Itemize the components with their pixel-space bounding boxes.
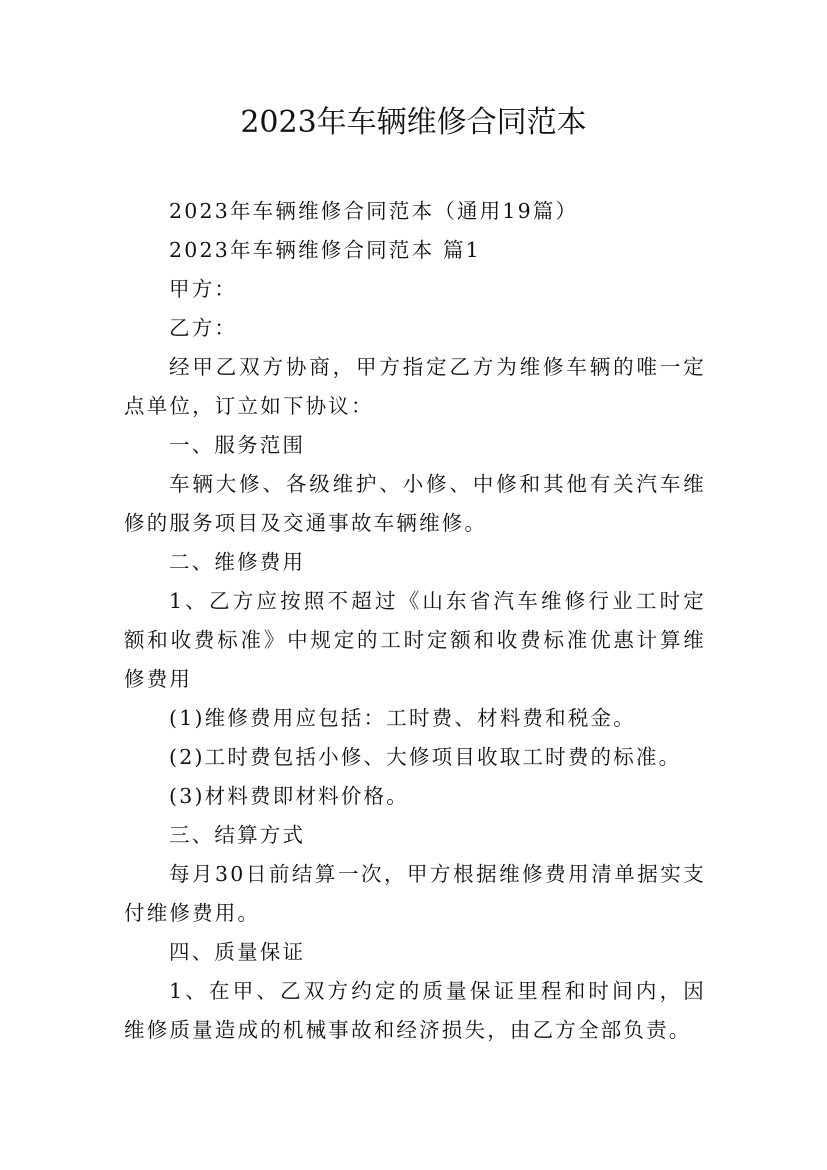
document-title: 2023年车辆维修合同范本 xyxy=(240,105,587,140)
paragraph-article-heading: 2023年车辆维修合同范本 篇1 xyxy=(169,238,481,262)
section-heading-service-scope: 一、服务范围 xyxy=(169,433,306,457)
paragraph-contract-collection-title: 2023年车辆维修合同范本（通用19篇） xyxy=(169,199,579,223)
paragraph-fee-item-1: (1)维修费用应包括：工时费、材料费和税金。 xyxy=(169,706,636,730)
paragraph-party-a: 甲方： xyxy=(169,277,238,301)
section-heading-repair-fees: 二、维修费用 xyxy=(169,550,306,574)
paragraph-service-scope: 车辆大修、各级维护、小修、中修和其他有关汽车维修的服务项目及交通事故车辆维修。 xyxy=(124,472,706,535)
section-heading-quality-guarantee: 四、质量保证 xyxy=(169,940,306,964)
paragraph-fee-standard: 1、乙方应按照不超过《山东省汽车维修行业工时定额和收费标准》中规定的工时定额和收费标准优惠计算维修费用 xyxy=(124,589,706,691)
paragraph-settlement: 每月30日前结算一次，甲方根据维修费用清单据实支付维修费用。 xyxy=(124,862,706,925)
paragraph-fee-item-2: (2)工时费包括小修、大修项目收取工时费的标准。 xyxy=(169,745,682,769)
section-heading-settlement: 三、结算方式 xyxy=(169,823,306,847)
paragraph-quality-guarantee: 1、在甲、乙双方约定的质量保证里程和时间内，因维修质量造成的机械事故和经济损失，由乙方全部负责。 xyxy=(124,979,706,1042)
paragraph-fee-item-3: (3)材料费即材料价格。 xyxy=(169,784,409,808)
paragraph-agreement-intro: 经甲乙双方协商，甲方指定乙方为维修车辆的唯一定点单位，订立如下协议： xyxy=(124,355,706,418)
paragraph-party-b: 乙方： xyxy=(169,316,238,340)
document-body xyxy=(124,192,706,1050)
